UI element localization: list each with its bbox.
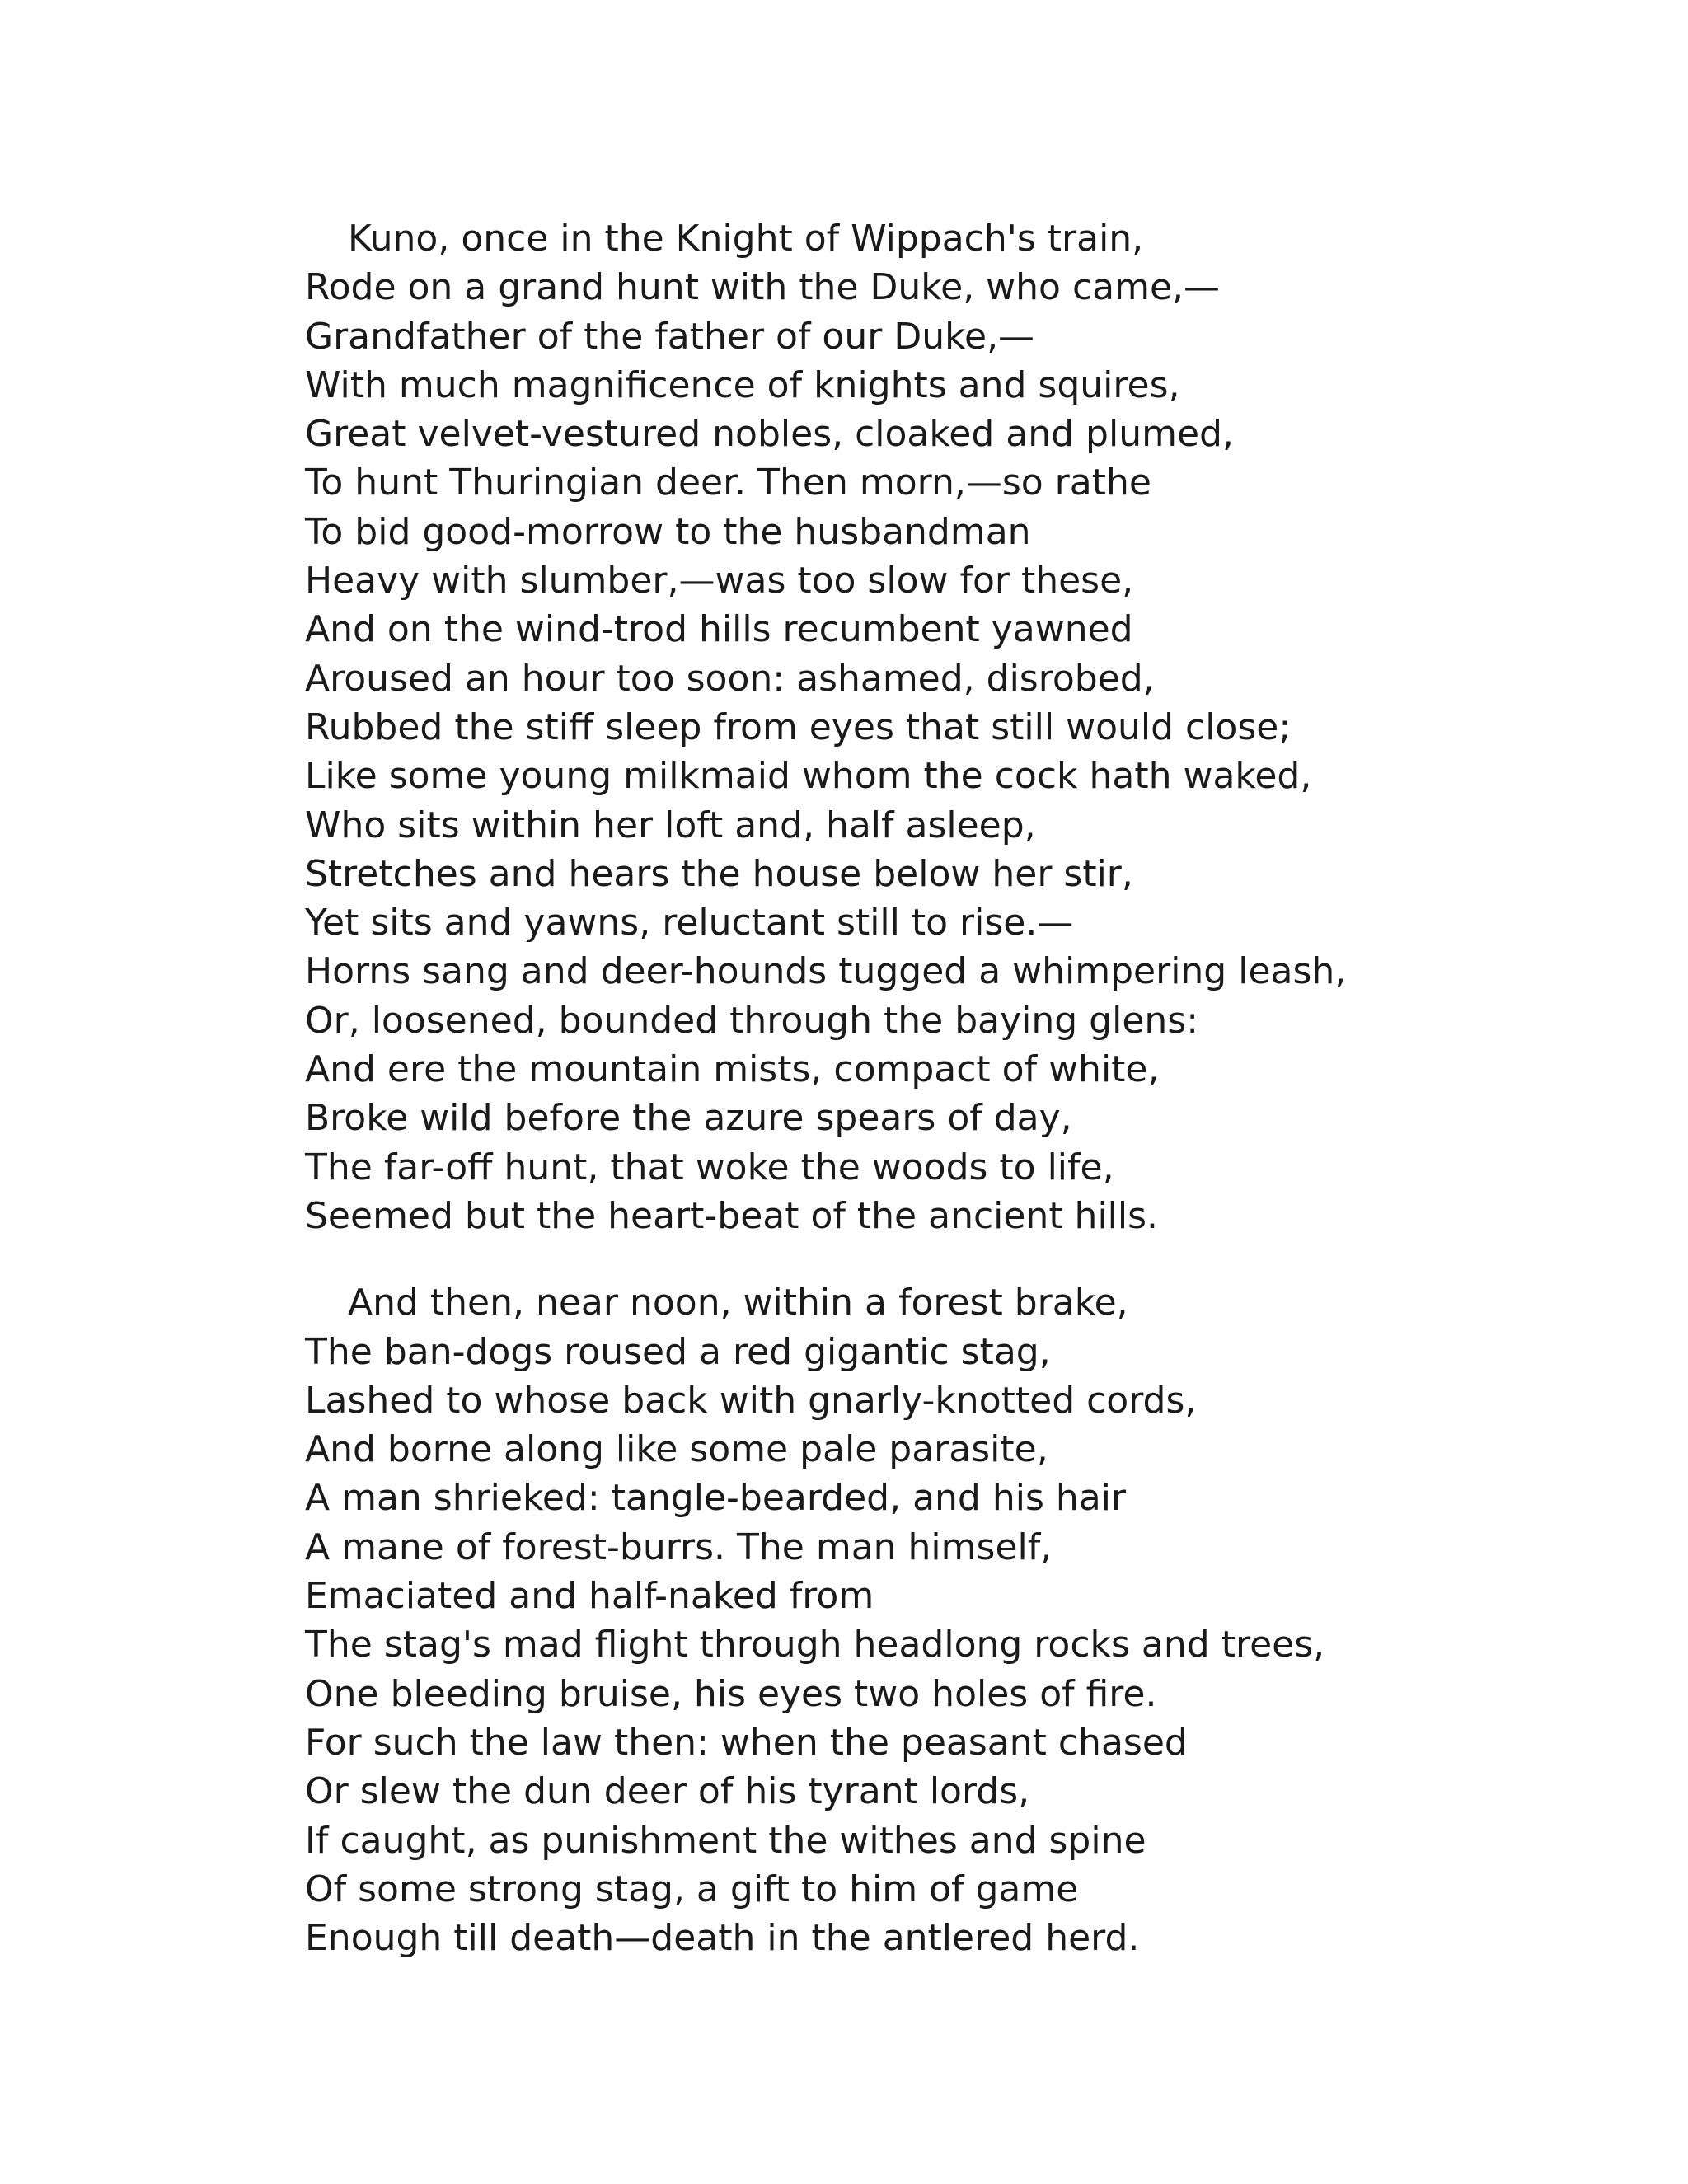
poem-line: Emaciated and half-naked from — [305, 1575, 874, 1618]
poem-line: Horns sang and deer-hounds tugged a whimpering leash, — [305, 950, 1347, 993]
poem-line: The far-off hunt, that woke the woods to life, — [305, 1146, 1114, 1188]
poem-line: And on the wind-trod hills recumbent yawned — [305, 608, 1133, 651]
poem-line: For such the law then: when the peasant chased — [305, 1721, 1188, 1764]
poem-body — [305, 214, 1657, 1962]
poem-line: Great velvet-vestured nobles, cloaked and plumed, — [305, 413, 1234, 456]
poem-line: Heavy with slumber,—was too slow for these, — [305, 560, 1134, 602]
poem-line: One bleeding bruise, his eyes two holes of fire. — [305, 1672, 1157, 1715]
poem-line: Or, loosened, bounded through the baying glens: — [305, 999, 1199, 1042]
poem-line: And borne along like some pale parasite, — [305, 1428, 1048, 1471]
poem-line: A mane of forest-burrs. The man himself, — [305, 1526, 1053, 1568]
poem-line: Yet sits and yawns, reluctant still to rise.— — [305, 902, 1074, 944]
poem-line: Grandfather of the father of our Duke,— — [305, 315, 1035, 358]
poem-line: To bid good-morrow to the husbandman — [305, 510, 1031, 553]
poem-line: To hunt Thuringian deer. Then morn,—so rathe — [305, 462, 1151, 504]
poem-line: Or slew the dun deer of his tyrant lords, — [305, 1770, 1030, 1813]
poem-line: Kuno, once in the Knight of Wippach's train, — [348, 218, 1144, 260]
poem-line: Broke wild before the azure spears of day, — [305, 1097, 1072, 1140]
poem-line: Of some strong stag, a gift to him of game — [305, 1868, 1079, 1910]
poem-line: Enough till death—death in the antlered herd. — [305, 1917, 1140, 1960]
poem-line: The ban-dogs roused a red gigantic stag, — [305, 1330, 1051, 1373]
poem-line: The stag's mad flight through headlong rocks and trees, — [305, 1624, 1325, 1666]
poem-line: Lashed to whose back with gnarly-knotted cords, — [305, 1379, 1197, 1422]
stanza-2 — [305, 1278, 1657, 1962]
poem-line: Who sits within her loft and, half asleep, — [305, 804, 1036, 846]
stanza-1 — [305, 214, 1657, 1240]
poem-line: A man shrieked: tangle-bearded, and his hair — [305, 1477, 1127, 1520]
poem-line: Rubbed the stiff sleep from eyes that still would close; — [305, 705, 1292, 748]
poem-line: If caught, as punishment the withes and spine — [305, 1819, 1146, 1862]
poem-line: With much magnificence of knights and squires, — [305, 363, 1180, 406]
poem-line: And ere the mountain mists, compact of white, — [305, 1048, 1160, 1091]
poem-line: Rode on a grand hunt with the Duke, who came,— — [305, 266, 1221, 309]
poem-line: Seemed but the heart-beat of the ancient hills. — [305, 1194, 1159, 1237]
poem-line: Stretches and hears the house below her stir, — [305, 852, 1133, 895]
poem-line: Like some young milkmaid whom the cock hath waked, — [305, 755, 1312, 798]
poem-line: Aroused an hour too soon: ashamed, disrobed, — [305, 657, 1155, 700]
poem-line: And then, near noon, within a forest brake, — [348, 1282, 1128, 1324]
